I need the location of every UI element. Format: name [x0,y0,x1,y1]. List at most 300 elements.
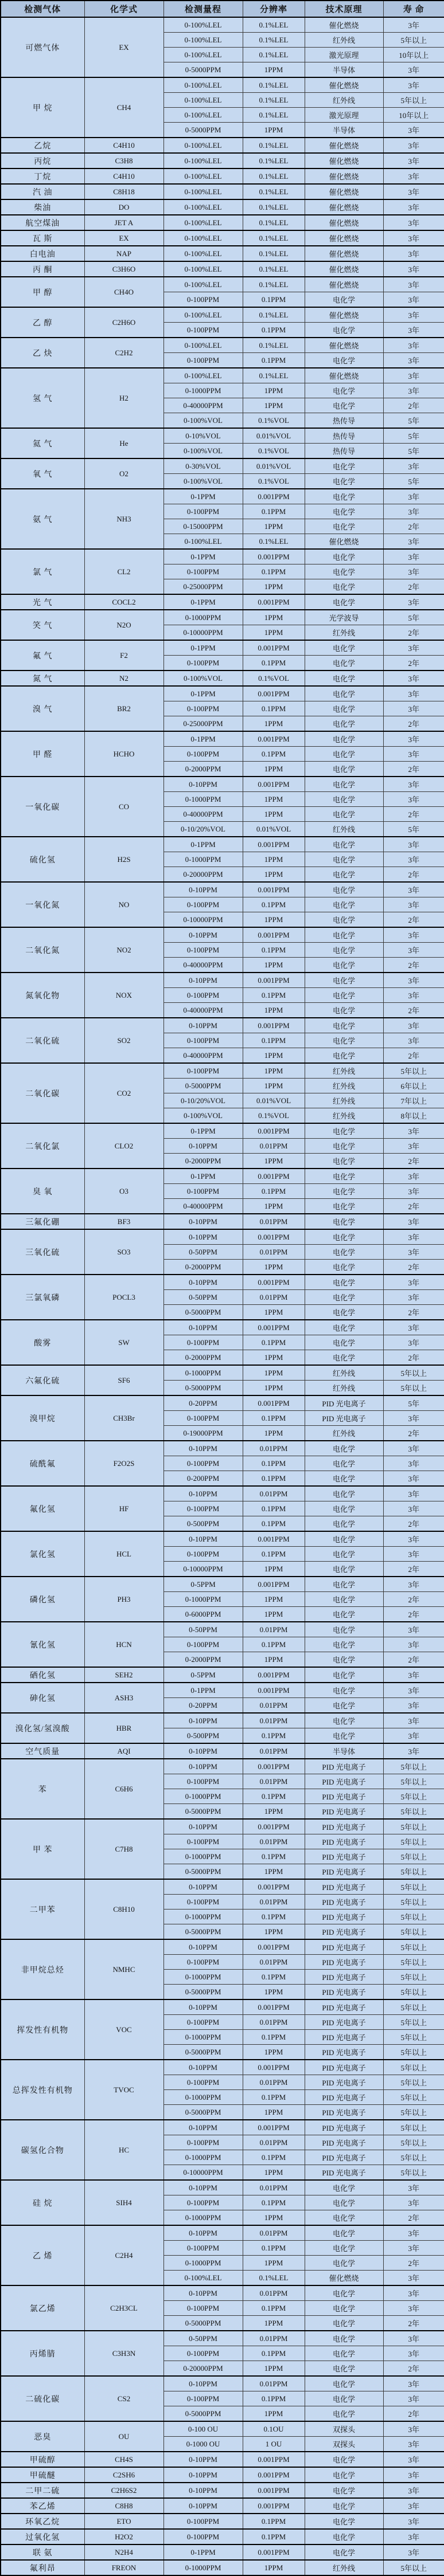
range-cell: 0-200PPM [163,1471,243,1487]
range-cell: 0-100PPM [163,323,243,338]
range-cell: 0-40000PPM [163,1199,243,1214]
table-row [1,1683,444,1698]
principle-cell: 电化学 [305,2467,383,2483]
resolution-cell: 0.1%LEL [243,368,305,383]
principle-cell: PID 光电离子 [305,2060,383,2075]
resolution-cell: 0.01PPM [243,1955,305,1970]
range-cell: 0-100PPM [163,1637,243,1652]
range-cell: 0-1PPM [163,594,243,610]
range-cell: 0-100PPM [163,1033,243,1048]
lifespan-cell: 2年 [383,1607,444,1622]
gas-name-cell: 甲硫醇 [1,2452,84,2467]
table-row [1,2120,444,2135]
gas-name-cell: 二氧化硫 [1,1018,84,1063]
lifespan-cell: 5年以上 [383,2105,444,2120]
table-row [1,1123,444,1139]
formula-cell: CS2 [84,2376,163,2421]
resolution-cell: 1PPM [243,2316,305,2331]
principle-cell: PID 光电离子 [305,1774,383,1789]
principle-cell: 电化学 [305,1441,383,1456]
principle-cell: 电化学 [305,2195,383,2210]
range-cell: 0-10PPM [163,2060,243,2075]
resolution-cell: 0.1%LEL [243,17,305,33]
range-cell: 0-100PPM [163,1501,243,1516]
gas-name-cell: 恶臭 [1,2421,84,2452]
range-cell: 0-1000PPM [163,610,243,625]
lifespan-cell: 3年 [383,168,444,184]
resolution-cell: 0.1%LEL [243,307,305,323]
range-cell: 0-1PPM [163,1169,243,1184]
formula-cell: O2 [84,458,163,489]
lifespan-cell: 3年 [383,307,444,323]
principle-cell: PID 光电离子 [305,2045,383,2060]
formula-cell: CO [84,777,163,837]
col-header-lifespan: 寿 命 [383,1,444,17]
principle-cell: 电化学 [305,2483,383,2498]
table-row [1,77,444,93]
resolution-cell: 0.01PPM [243,2285,305,2301]
gas-name-cell: 氦 气 [1,428,84,458]
lifespan-cell: 3年 [383,1441,444,1456]
formula-cell: H2O2 [84,2529,163,2544]
lifespan-cell: 3年 [383,1501,444,1516]
formula-cell: C7H8 [84,1819,163,1879]
principle-cell: 电化学 [305,1562,383,1577]
lifespan-cell: 3年 [383,792,444,807]
resolution-cell: 0.1%VOL [243,1108,305,1124]
principle-cell: 电化学 [305,1637,383,1652]
resolution-cell: 0.1%LEL [243,138,305,153]
range-cell: 0-1000 OU [163,2437,243,2452]
range-cell: 0-10PPM [163,1713,243,1728]
lifespan-cell: 2年 [383,1426,444,1441]
range-cell: 0-100PPM [163,564,243,579]
lifespan-cell: 3年 [383,1622,444,1637]
lifespan-cell: 2年 [383,958,444,973]
lifespan-cell: 5年以上 [383,93,444,108]
range-cell: 0-100PPM [163,2391,243,2406]
principle-cell: PID 光电离子 [305,1411,383,1426]
formula-cell: AQI [84,1743,163,1759]
resolution-cell: 0.001PPM [243,1320,305,1335]
lifespan-cell: 5年以上 [383,2015,444,2030]
principle-cell: 电化学 [305,2406,383,2422]
lifespan-cell: 3年 [383,1547,444,1562]
resolution-cell: 0.1PPM [243,701,305,716]
table-row [1,777,444,792]
formula-cell: ETO [84,2514,163,2529]
formula-cell: HCL [84,1531,163,1577]
lifespan-cell: 5年 [383,444,444,459]
principle-cell: PID 光电离子 [305,2075,383,2090]
table-row [1,1879,444,1895]
range-cell: 0-20PPM [163,1395,243,1411]
principle-cell: 电化学 [305,1683,383,1698]
lifespan-cell: 5年以上 [383,1365,444,1381]
formula-cell: SF6 [84,1365,163,1395]
principle-cell: 电化学 [305,731,383,747]
range-cell: 0-40000PPM [163,958,243,973]
principle-cell: PID 光电离子 [305,1985,383,2000]
lifespan-cell: 3年 [383,1456,444,1471]
principle-cell: 红外线 [305,1365,383,1381]
resolution-cell: 0.1PPM [243,1637,305,1652]
range-cell: 0-100PPM [163,1834,243,1849]
range-cell: 0-50PPM [163,1290,243,1305]
principle-cell: 电化学 [305,1667,383,1683]
range-cell: 0-100%LEL [163,2271,243,2286]
lifespan-cell: 5年以上 [383,2045,444,2060]
range-cell: 0-19000PPM [163,1426,243,1441]
range-cell: 0-15000PPM [163,519,243,534]
col-header-formula: 化学式 [84,1,163,17]
lifespan-cell: 2年 [383,579,444,595]
lifespan-cell: 5年以上 [383,1759,444,1774]
gas-name-cell: 光 气 [1,594,84,610]
range-cell: 0-100%LEL [163,338,243,353]
formula-cell: CO2 [84,1063,163,1123]
lifespan-cell: 3年 [383,943,444,958]
gas-name-cell: 非甲烷总烃 [1,1939,84,1999]
gas-name-cell: 丁烷 [1,168,84,184]
range-cell: 0-10PPM [163,1939,243,1955]
principle-cell: 电化学 [305,2210,383,2226]
resolution-cell: 0.1PPM [243,897,305,912]
range-cell: 0-1PPM [163,731,243,747]
gas-name-cell: 联 氨 [1,2544,84,2560]
table-row [1,261,444,277]
resolution-cell: 0.001PPM [243,1275,305,1290]
table-row [1,168,444,184]
resolution-cell: 1PPM [243,1804,305,1820]
principle-cell: 电化学 [305,1516,383,1532]
gas-name-cell: 磷化氢 [1,1577,84,1622]
lifespan-cell: 5年 [383,413,444,429]
lifespan-cell: 3年 [383,261,444,277]
range-cell: 0-5000PPM [163,62,243,78]
lifespan-cell: 2年 [383,2210,444,2226]
formula-cell: C3H3N [84,2331,163,2376]
resolution-cell: 0.1PPM [243,1184,305,1199]
principle-cell: 催化燃烧 [305,17,383,33]
table-row [1,1320,444,1335]
range-cell: 0-100%LEL [163,17,243,33]
table-row [1,2225,444,2241]
range-cell: 0-100PPM [163,656,243,671]
range-cell: 0-10PPM [163,2285,243,2301]
gas-name-cell: 溴甲烷 [1,1395,84,1441]
range-cell: 0-10PPM [163,1531,243,1547]
lifespan-cell: 3年 [383,1033,444,1048]
table-row [1,2376,444,2391]
resolution-cell: 1PPM [243,1154,305,1169]
resolution-cell: 0.001PPM [243,2467,305,2483]
lifespan-cell: 2年 [383,1199,444,1214]
table-row [1,640,444,656]
range-cell: 0-100%LEL [163,138,243,153]
formula-cell: HCN [84,1622,163,1667]
resolution-cell: 0.001PPM [243,686,305,701]
lifespan-cell: 2年 [383,1154,444,1169]
resolution-cell: 0.001PPM [243,1123,305,1139]
table-row [1,1486,444,1501]
resolution-cell: 0.001PPM [243,1939,305,1955]
lifespan-cell: 5年以上 [383,1381,444,1396]
table-row [1,549,444,564]
range-cell: 0-10PPM [163,1999,243,2015]
resolution-cell: 0.1PPM [243,1516,305,1532]
range-cell: 0-100 OU [163,2421,243,2437]
range-cell: 0-1000PPM [163,2256,243,2271]
range-cell: 0-2000PPM [163,1154,243,1169]
resolution-cell: 1PPM [243,762,305,777]
resolution-cell: 0.1%LEL [243,153,305,168]
range-cell: 0-100%LEL [163,48,243,62]
formula-cell: TVOC [84,2060,163,2120]
range-cell: 0-1PPM [163,1123,243,1139]
resolution-cell: 0.1PPM [243,353,305,368]
principle-cell: 电化学 [305,2180,383,2195]
lifespan-cell: 5年以上 [383,1834,444,1849]
resolution-cell: 0.01PPM [243,1214,305,1229]
range-cell: 0-100%VOL [163,1108,243,1124]
gas-name-cell: 氢 气 [1,368,84,428]
gas-name-cell: 苯 [1,1759,84,1819]
principle-cell: 电化学 [305,1229,383,1245]
lifespan-cell: 3年 [383,1169,444,1184]
lifespan-cell: 2年 [383,1003,444,1018]
lifespan-cell: 5年以上 [383,1789,444,1804]
lifespan-cell: 3年 [383,1229,444,1245]
resolution-cell: 0.01PPM [243,1245,305,1260]
lifespan-cell: 3年 [383,368,444,383]
range-cell: 0-10PPM [163,1214,243,1229]
principle-cell: 电化学 [305,353,383,368]
range-cell: 0-10000PPM [163,912,243,928]
lifespan-cell: 3年 [383,1184,444,1199]
formula-cell: NMHC [84,1939,163,1999]
resolution-cell: 0.1PPM [243,2514,305,2529]
range-cell: 0-2000PPM [163,1260,243,1275]
principle-cell: PID 光电离子 [305,2150,383,2165]
table-row [1,1667,444,1683]
formula-cell: C3H6O [84,261,163,277]
resolution-cell: 1PPM [243,912,305,928]
range-cell: 0-100PPM [163,1335,243,1350]
principle-cell: PID 光电离子 [305,1864,383,1880]
resolution-cell: 0.001PPM [243,1999,305,2015]
resolution-cell: 0.001PPM [243,973,305,988]
range-cell: 0-50PPM [163,1245,243,1260]
resolution-cell: 0.1PPM [243,988,305,1003]
principle-cell: 半导体 [305,62,383,78]
resolution-cell: 0.01PPM [243,1290,305,1305]
resolution-cell: 1PPM [243,2105,305,2120]
principle-cell: PID 光电离子 [305,1939,383,1955]
formula-cell: H2S [84,837,163,882]
range-cell: 0-50PPM [163,2331,243,2346]
principle-cell: 催化燃烧 [305,534,383,550]
resolution-cell: 1PPM [243,1365,305,1381]
table-row [1,927,444,943]
lifespan-cell: 5年以上 [383,1999,444,2015]
range-cell: 0-40000PPM [163,1003,243,1018]
principle-cell: PID 光电离子 [305,2090,383,2105]
principle-cell: 电化学 [305,519,383,534]
principle-cell: 电化学 [305,927,383,943]
range-cell: 0-100PPM [163,897,243,912]
lifespan-cell: 2年 [383,807,444,822]
lifespan-cell: 10年以上 [383,48,444,62]
formula-cell: CH4O [84,277,163,307]
lifespan-cell: 3年 [383,62,444,78]
range-cell: 0-1000PPM [163,1789,243,1804]
principle-cell: 电化学 [305,579,383,595]
principle-cell: 催化燃烧 [305,230,383,246]
gas-name-cell: 丙烷 [1,153,84,168]
formula-cell: CH4 [84,77,163,138]
formula-cell: He [84,428,163,458]
range-cell: 0-1000PPM [163,1910,243,1924]
lifespan-cell: 5年以上 [383,2135,444,2150]
lifespan-cell: 5年以上 [383,1849,444,1864]
range-cell: 0-1000PPM [163,1592,243,1607]
range-cell: 0-25000PPM [163,716,243,732]
resolution-cell: 0.01%VOL [243,822,305,837]
range-cell: 0-100PPM [163,1411,243,1426]
lifespan-cell: 3年 [383,489,444,504]
principle-cell: 电化学 [305,762,383,777]
principle-cell: 红外线 [305,1079,383,1093]
formula-cell: BF3 [84,1214,163,1229]
formula-cell: OU [84,2421,163,2452]
resolution-cell: 0.01PPM [243,2225,305,2241]
formula-cell: C2SH6 [84,2467,163,2483]
gas-name-cell: 氰化氢 [1,1622,84,1667]
principle-cell: 电化学 [305,1184,383,1199]
gas-name-cell: 甲硫醚 [1,2467,84,2483]
principle-cell: 电化学 [305,1245,383,1260]
resolution-cell: 0.001PPM [243,489,305,504]
principle-cell: 催化燃烧 [305,199,383,215]
principle-cell: 电化学 [305,973,383,988]
table-row [1,17,444,33]
lifespan-cell: 3年 [383,2483,444,2498]
principle-cell: 电化学 [305,1214,383,1229]
lifespan-cell: 5年以上 [383,2120,444,2135]
principle-cell: 电化学 [305,1501,383,1516]
principle-cell: 电化学 [305,747,383,762]
resolution-cell: 0.001PPM [243,640,305,656]
lifespan-cell: 3年 [383,1214,444,1229]
resolution-cell: 0.1PPM [243,1033,305,1048]
formula-cell: HCHO [84,731,163,777]
gas-name-cell: 臭 氧 [1,1169,84,1214]
lifespan-cell: 3年 [383,1411,444,1426]
principle-cell: 电化学 [305,792,383,807]
lifespan-cell: 3年 [383,1245,444,1260]
lifespan-cell: 3年 [383,1290,444,1305]
principle-cell: 电化学 [305,458,383,474]
resolution-cell: 1PPM [243,2560,305,2575]
range-cell: 0-1000PPM [163,2030,243,2045]
resolution-cell: 1PPM [243,792,305,807]
gas-name-cell: 白电油 [1,246,84,261]
principle-cell: 电化学 [305,1033,383,1048]
lifespan-cell: 5年以上 [383,1864,444,1880]
table-row [1,338,444,353]
lifespan-cell: 3年 [383,230,444,246]
range-cell: 0-1000PPM [163,1849,243,1864]
resolution-cell: 1PPM [243,1381,305,1396]
resolution-cell: 1PPM [243,2165,305,2181]
range-cell: 0-10PPM [163,1486,243,1501]
principle-cell: 电化学 [305,323,383,338]
lifespan-cell: 3年 [383,973,444,988]
resolution-cell: 0.001PPM [243,1169,305,1184]
range-cell: 0-100%VOL [163,413,243,429]
principle-cell: 电化学 [305,2361,383,2377]
formula-cell: C4H10 [84,138,163,153]
gas-name-cell: 二氧化氮 [1,927,84,973]
gas-name-cell: 柴油 [1,199,84,215]
range-cell: 0-40000PPM [163,807,243,822]
formula-cell: CH4S [84,2452,163,2467]
range-cell: 0-100PPM [163,701,243,716]
principle-cell: PID 光电离子 [305,2135,383,2150]
formula-cell: C8H10 [84,1879,163,1939]
lifespan-cell: 2年 [383,716,444,732]
resolution-cell: 0.01PPM [243,2015,305,2030]
principle-cell: 半导体 [305,1743,383,1759]
resolution-cell: 0.1OU [243,2421,305,2437]
principle-cell: PID 光电离子 [305,2120,383,2135]
formula-cell: SEH2 [84,1667,163,1683]
table-row [1,428,444,444]
gas-name-cell: 环氧乙烷 [1,2514,84,2529]
table-row [1,215,444,230]
resolution-cell: 0.1PPM [243,1456,305,1471]
range-cell: 0-100PPM [163,292,243,308]
principle-cell: 电化学 [305,1018,383,1033]
lifespan-cell: 2年 [383,398,444,413]
gas-name-cell: 乙 烯 [1,2225,84,2285]
principle-cell: 电化学 [305,1531,383,1547]
resolution-cell: 0.001PPM [243,1531,305,1547]
principle-cell: 电化学 [305,2346,383,2361]
table-row [1,1759,444,1774]
lifespan-cell: 3年 [383,1531,444,1547]
gas-name-cell: 乙 炔 [1,338,84,368]
range-cell: 0-2000PPM [163,1652,243,1668]
resolution-cell: 1PPM [243,383,305,398]
table-row [1,2514,444,2529]
resolution-cell: 0.1%LEL [243,261,305,277]
lifespan-cell: 3年 [383,383,444,398]
principle-cell: 热传导 [305,444,383,459]
lifespan-cell: 3年 [383,1320,444,1335]
gas-name-cell: 溴 气 [1,686,84,731]
range-cell: 0-1PPM [163,837,243,852]
principle-cell: PID 光电离子 [305,2030,383,2045]
gas-name-cell: 二硫化碳 [1,2376,84,2421]
table-row [1,2180,444,2195]
range-cell: 0-100%LEL [163,77,243,93]
lifespan-cell: 3年 [383,2514,444,2529]
principle-cell: 红外线 [305,33,383,48]
resolution-cell: 0.001PPM [243,2544,305,2560]
lifespan-cell: 3年 [383,640,444,656]
